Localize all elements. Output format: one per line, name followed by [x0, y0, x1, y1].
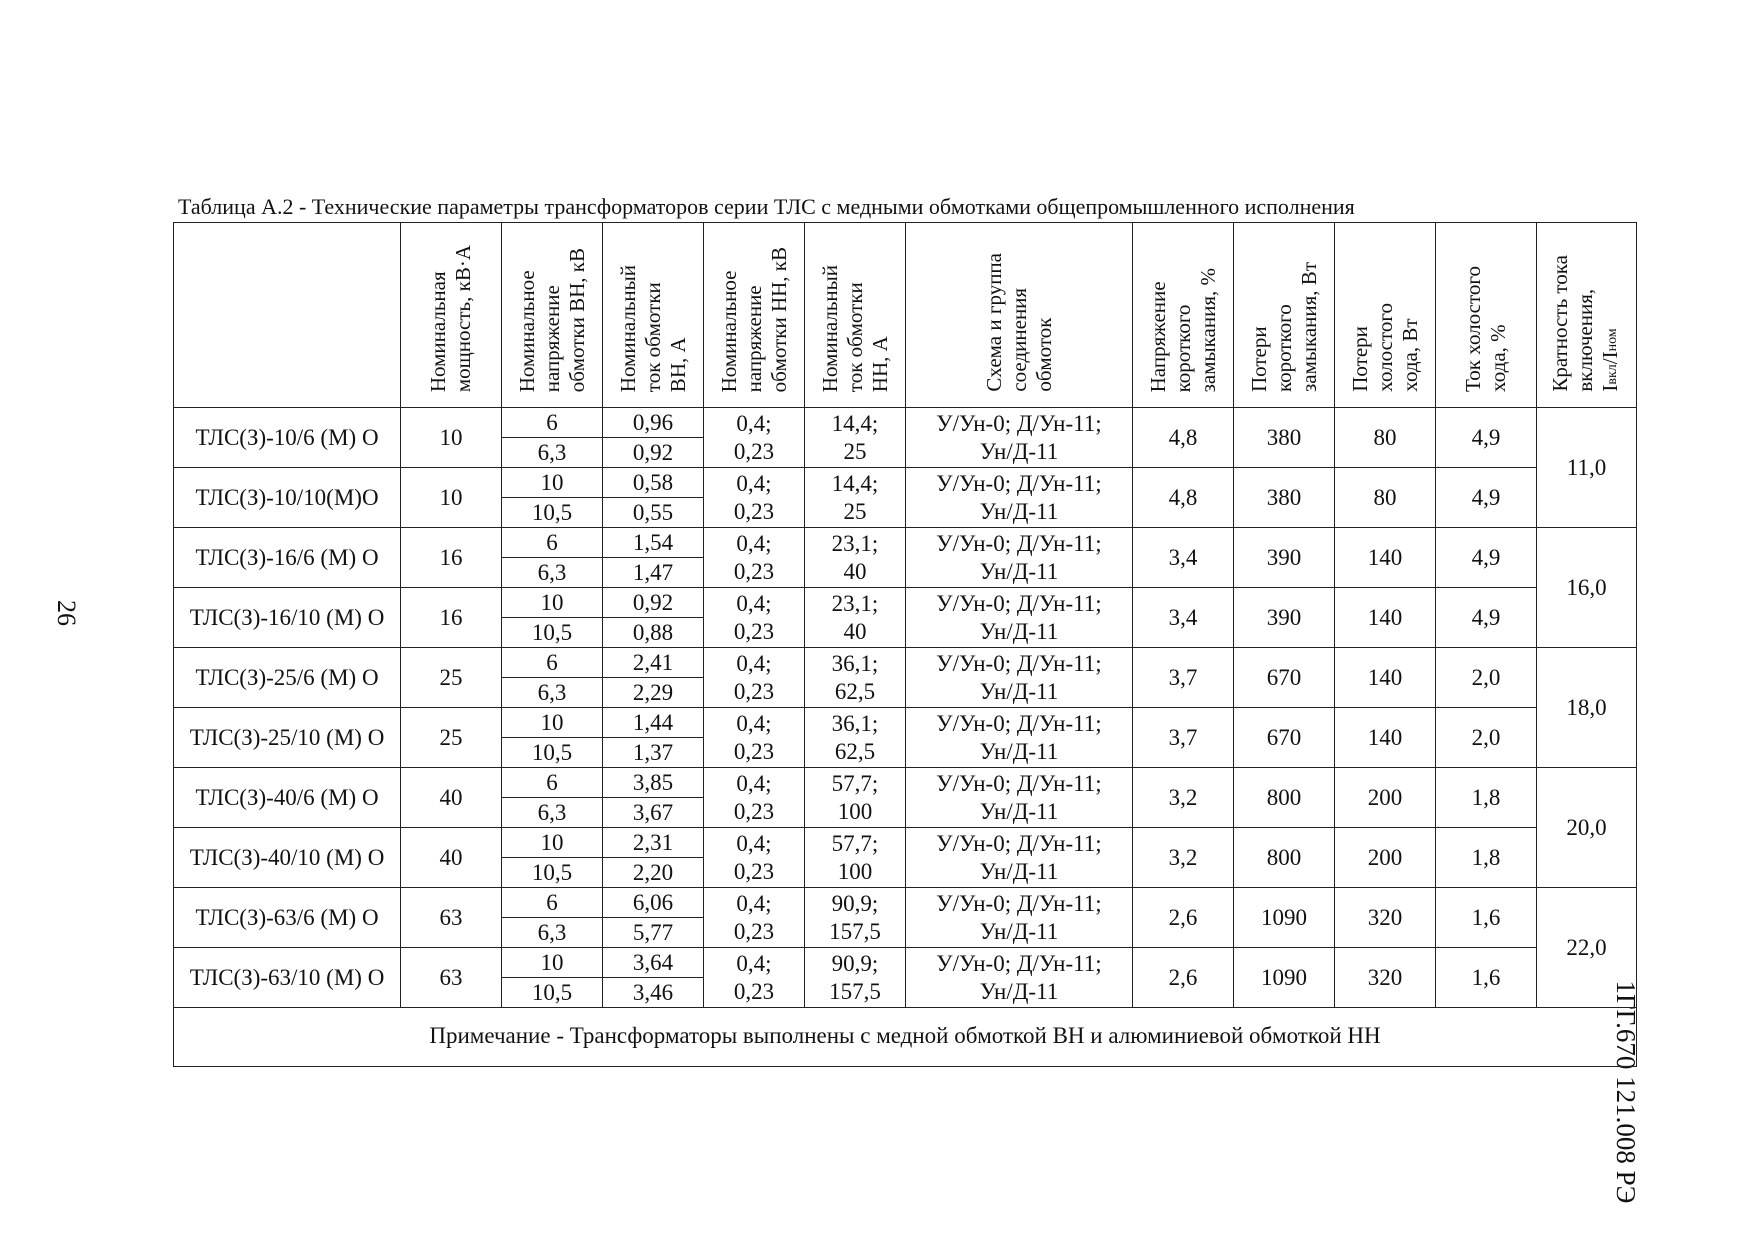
- lv-voltage-cell: 0,4; 0,23: [704, 828, 805, 888]
- hv-voltage-cell: 10,5: [502, 618, 603, 648]
- hv-current-cell: 3,46: [603, 978, 704, 1008]
- scheme-cell: У/Ун-0; Д/Ун-11; Ун/Д-11: [906, 468, 1133, 528]
- hv-voltage-cell: 6: [502, 888, 603, 918]
- hv-current-cell: 2,31: [603, 828, 704, 858]
- lv-voltage-cell: 0,4; 0,23: [704, 468, 805, 528]
- model-cell: ТЛС(З)-16/10 (М) О: [174, 588, 401, 648]
- header-nl-losses-label: Потери холостого хода, Вт: [1347, 303, 1422, 392]
- power-cell: 10: [401, 468, 502, 528]
- hv-voltage-cell: 6,3: [502, 558, 603, 588]
- power-cell: 25: [401, 708, 502, 768]
- hv-current-cell: 0,88: [603, 618, 704, 648]
- header-hv-voltage: [502, 223, 603, 408]
- inrush-cell: 22,0: [1537, 888, 1637, 1008]
- header-inrush: [1537, 223, 1637, 408]
- scheme-cell: У/Ун-0; Д/Ун-11; Ун/Д-11: [906, 588, 1133, 648]
- lv-current-cell: 36,1; 62,5: [805, 708, 906, 768]
- table-row: [174, 648, 1637, 678]
- hv-current-cell: 0,92: [603, 438, 704, 468]
- sc-losses-cell: 380: [1234, 408, 1335, 468]
- header-lv-current: [805, 223, 906, 408]
- hv-current-cell: 2,41: [603, 648, 704, 678]
- inrush-cell: 11,0: [1537, 408, 1637, 528]
- inrush-cell: 16,0: [1537, 528, 1637, 648]
- lv-current-cell: 57,7; 100: [805, 828, 906, 888]
- scheme-cell: У/Ун-0; Д/Ун-11; Ун/Д-11: [906, 708, 1133, 768]
- lv-current-cell: 23,1; 40: [805, 588, 906, 648]
- nl-losses-cell: 320: [1335, 888, 1436, 948]
- power-cell: 25: [401, 648, 502, 708]
- nl-losses-cell: 200: [1335, 828, 1436, 888]
- hv-current-cell: 3,67: [603, 798, 704, 828]
- header-row: [174, 223, 1637, 408]
- model-cell: ТЛС(З)-10/6 (М) О: [174, 408, 401, 468]
- table-row: [174, 408, 1637, 438]
- sc-voltage-cell: 3,2: [1133, 768, 1234, 828]
- hv-voltage-cell: 10: [502, 708, 603, 738]
- nl-losses-cell: 140: [1335, 708, 1436, 768]
- header-lv-current-label: Номинальный ток обмотки НН, А: [817, 264, 892, 392]
- nl-losses-cell: 320: [1335, 948, 1436, 1008]
- hv-voltage-cell: 10: [502, 468, 603, 498]
- inrush-cell: 18,0: [1537, 648, 1637, 768]
- note-row: [174, 1008, 1637, 1067]
- table-row: [174, 468, 1637, 498]
- hv-voltage-cell: 6: [502, 648, 603, 678]
- header-sc-voltage-label: Напряжение короткого замыкания, %: [1145, 267, 1220, 392]
- hv-voltage-cell: 6: [502, 528, 603, 558]
- sc-losses-cell: 1090: [1234, 948, 1335, 1008]
- sc-losses-cell: 800: [1234, 768, 1335, 828]
- sc-losses-cell: 670: [1234, 708, 1335, 768]
- hv-voltage-cell: 6,3: [502, 798, 603, 828]
- table-row: [174, 888, 1637, 918]
- header-hv-current: [603, 223, 704, 408]
- lv-voltage-cell: 0,4; 0,23: [704, 768, 805, 828]
- table-row: [174, 528, 1637, 558]
- nl-losses-cell: 200: [1335, 768, 1436, 828]
- hv-current-cell: 0,92: [603, 588, 704, 618]
- hv-current-cell: 3,64: [603, 948, 704, 978]
- sc-losses-cell: 1090: [1234, 888, 1335, 948]
- header-sc-losses-label: Потери короткого замыкания, Вт: [1246, 261, 1321, 392]
- hv-voltage-cell: 10,5: [502, 978, 603, 1008]
- hv-current-cell: 3,85: [603, 768, 704, 798]
- nl-losses-cell: 140: [1335, 588, 1436, 648]
- model-cell: ТЛС(З)-16/6 (М) О: [174, 528, 401, 588]
- header-scheme: [906, 223, 1133, 408]
- hv-current-cell: 2,29: [603, 678, 704, 708]
- lv-voltage-cell: 0,4; 0,23: [704, 588, 805, 648]
- header-lv-voltage-label: Номинальное напряжение обмотки НН, кВ: [716, 246, 791, 392]
- header-model: [174, 223, 401, 408]
- table-row: [174, 828, 1637, 858]
- header-hv-current-label: Номинальный ток обмотки ВН, А: [615, 264, 690, 392]
- sc-losses-cell: 800: [1234, 828, 1335, 888]
- header-scheme-label: Схема и группа соединения обмоток: [981, 253, 1056, 392]
- inrush-cell: 20,0: [1537, 768, 1637, 888]
- power-cell: 40: [401, 828, 502, 888]
- hv-current-cell: 0,55: [603, 498, 704, 528]
- sc-losses-cell: 390: [1234, 528, 1335, 588]
- power-cell: 16: [401, 528, 502, 588]
- hv-voltage-cell: 10,5: [502, 858, 603, 888]
- lv-current-cell: 90,9; 157,5: [805, 948, 906, 1008]
- nl-losses-cell: 140: [1335, 528, 1436, 588]
- hv-current-cell: 1,47: [603, 558, 704, 588]
- header-inrush-label: [1548, 249, 1625, 400]
- model-cell: ТЛС(З)-40/6 (М) О: [174, 768, 401, 828]
- hv-voltage-cell: 6,3: [502, 918, 603, 948]
- hv-current-cell: 2,20: [603, 858, 704, 888]
- lv-voltage-cell: 0,4; 0,23: [704, 648, 805, 708]
- nl-current-cell: 1,8: [1436, 768, 1537, 828]
- nl-losses-cell: 140: [1335, 648, 1436, 708]
- scheme-cell: У/Ун-0; Д/Ун-11; Ун/Д-11: [906, 408, 1133, 468]
- nl-current-cell: 1,6: [1436, 888, 1537, 948]
- sc-voltage-cell: 4,8: [1133, 408, 1234, 468]
- sc-voltage-cell: 4,8: [1133, 468, 1234, 528]
- hv-voltage-cell: 6: [502, 768, 603, 798]
- hv-current-cell: 1,44: [603, 708, 704, 738]
- lv-current-cell: 14,4; 25: [805, 468, 906, 528]
- hv-current-cell: 6,06: [603, 888, 704, 918]
- hv-voltage-cell: 10: [502, 828, 603, 858]
- sc-voltage-cell: 3,7: [1133, 708, 1234, 768]
- nl-current-cell: 4,9: [1436, 408, 1537, 468]
- lv-voltage-cell: 0,4; 0,23: [704, 408, 805, 468]
- header-sc-voltage: [1133, 223, 1234, 408]
- lv-current-cell: 90,9; 157,5: [805, 888, 906, 948]
- model-cell: ТЛС(З)-63/10 (М) О: [174, 948, 401, 1008]
- power-cell: 63: [401, 948, 502, 1008]
- table-row: [174, 948, 1637, 978]
- table-note: [174, 1008, 1637, 1067]
- nl-current-cell: 2,0: [1436, 708, 1537, 768]
- inrush-sub-on: вкл: [1605, 364, 1620, 385]
- hv-voltage-cell: 10,5: [502, 738, 603, 768]
- header-nl-losses: [1335, 223, 1436, 408]
- model-cell: ТЛС(З)-25/6 (М) О: [174, 648, 401, 708]
- scheme-cell: У/Ун-0; Д/Ун-11; Ун/Д-11: [906, 948, 1133, 1008]
- scheme-cell: У/Ун-0; Д/Ун-11; Ун/Д-11: [906, 888, 1133, 948]
- transformer-spec-table: [173, 222, 1637, 1067]
- nl-current-cell: 1,8: [1436, 828, 1537, 888]
- power-cell: 16: [401, 588, 502, 648]
- lv-current-cell: 57,7; 100: [805, 768, 906, 828]
- nl-current-cell: 4,9: [1436, 528, 1537, 588]
- sc-losses-cell: 390: [1234, 588, 1335, 648]
- scheme-cell: У/Ун-0; Д/Ун-11; Ун/Д-11: [906, 528, 1133, 588]
- hv-current-cell: 1,54: [603, 528, 704, 558]
- table-row: [174, 708, 1637, 738]
- lv-current-cell: 23,1; 40: [805, 528, 906, 588]
- hv-voltage-cell: 6: [502, 408, 603, 438]
- lv-voltage-cell: 0,4; 0,23: [704, 708, 805, 768]
- document-code: 1ГГ.670 121.008 РЭ: [1611, 980, 1641, 1204]
- table-row: [174, 768, 1637, 798]
- hv-voltage-cell: 10: [502, 948, 603, 978]
- sc-voltage-cell: 3,7: [1133, 648, 1234, 708]
- nl-current-cell: 4,9: [1436, 468, 1537, 528]
- table-body: [174, 408, 1637, 1008]
- hv-voltage-cell: 6,3: [502, 678, 603, 708]
- sc-losses-cell: 670: [1234, 648, 1335, 708]
- inrush-mid: /I: [1598, 351, 1622, 365]
- hv-current-cell: 1,37: [603, 738, 704, 768]
- page-number: 26: [52, 600, 81, 626]
- model-cell: ТЛС(З)-10/10(М)О: [174, 468, 401, 528]
- model-cell: ТЛС(З)-63/6 (М) О: [174, 888, 401, 948]
- sc-voltage-cell: 3,2: [1133, 828, 1234, 888]
- nl-losses-cell: 80: [1335, 408, 1436, 468]
- table-note-text: Примечание - Трансформаторы выполнены с медной обмоткой ВН и алюминиевой обмоткой НН: [429, 1023, 1381, 1048]
- sc-voltage-cell: 2,6: [1133, 888, 1234, 948]
- scheme-cell: У/Ун-0; Д/Ун-11; Ун/Д-11: [906, 828, 1133, 888]
- header-power-label: Номинальная мощность, кВ·А: [426, 244, 475, 392]
- hv-current-cell: 0,96: [603, 408, 704, 438]
- nl-losses-cell: 80: [1335, 468, 1436, 528]
- nl-current-cell: 4,9: [1436, 588, 1537, 648]
- scheme-cell: У/Ун-0; Д/Ун-11; Ун/Д-11: [906, 768, 1133, 828]
- hv-voltage-cell: 10: [502, 588, 603, 618]
- table-row: [174, 588, 1637, 618]
- hv-voltage-cell: 10,5: [502, 498, 603, 528]
- header-sc-losses: [1234, 223, 1335, 408]
- inrush-prefix: Кратность тока включения, I: [1548, 255, 1622, 392]
- hv-current-cell: 0,58: [603, 468, 704, 498]
- header-nl-current-label: Ток холостого хода, %: [1461, 266, 1510, 392]
- header-lv-voltage: [704, 223, 805, 408]
- header-nl-current: [1436, 223, 1537, 408]
- power-cell: 40: [401, 768, 502, 828]
- lv-current-cell: 14,4; 25: [805, 408, 906, 468]
- sc-voltage-cell: 3,4: [1133, 588, 1234, 648]
- sc-voltage-cell: 3,4: [1133, 528, 1234, 588]
- inrush-sub-nom: ном: [1605, 328, 1620, 352]
- table-caption: Таблица А.2 - Технические параметры трансформаторов серии ТЛС с медными обмотками общепромышленного исполнения: [178, 194, 1355, 219]
- hv-current-cell: 5,77: [603, 918, 704, 948]
- hv-voltage-cell: 6,3: [502, 438, 603, 468]
- nl-current-cell: 2,0: [1436, 648, 1537, 708]
- header-hv-voltage-label: Номинальное напряжение обмотки ВН, кВ: [514, 247, 589, 392]
- power-cell: 10: [401, 408, 502, 468]
- lv-voltage-cell: 0,4; 0,23: [704, 528, 805, 588]
- model-cell: ТЛС(З)-40/10 (М) О: [174, 828, 401, 888]
- scheme-cell: У/Ун-0; Д/Ун-11; Ун/Д-11: [906, 648, 1133, 708]
- model-cell: ТЛС(З)-25/10 (М) О: [174, 708, 401, 768]
- lv-current-cell: 36,1; 62,5: [805, 648, 906, 708]
- sc-losses-cell: 380: [1234, 468, 1335, 528]
- sc-voltage-cell: 2,6: [1133, 948, 1234, 1008]
- power-cell: 63: [401, 888, 502, 948]
- header-power: [401, 223, 502, 408]
- nl-current-cell: 1,6: [1436, 948, 1537, 1008]
- lv-voltage-cell: 0,4; 0,23: [704, 948, 805, 1008]
- lv-voltage-cell: 0,4; 0,23: [704, 888, 805, 948]
